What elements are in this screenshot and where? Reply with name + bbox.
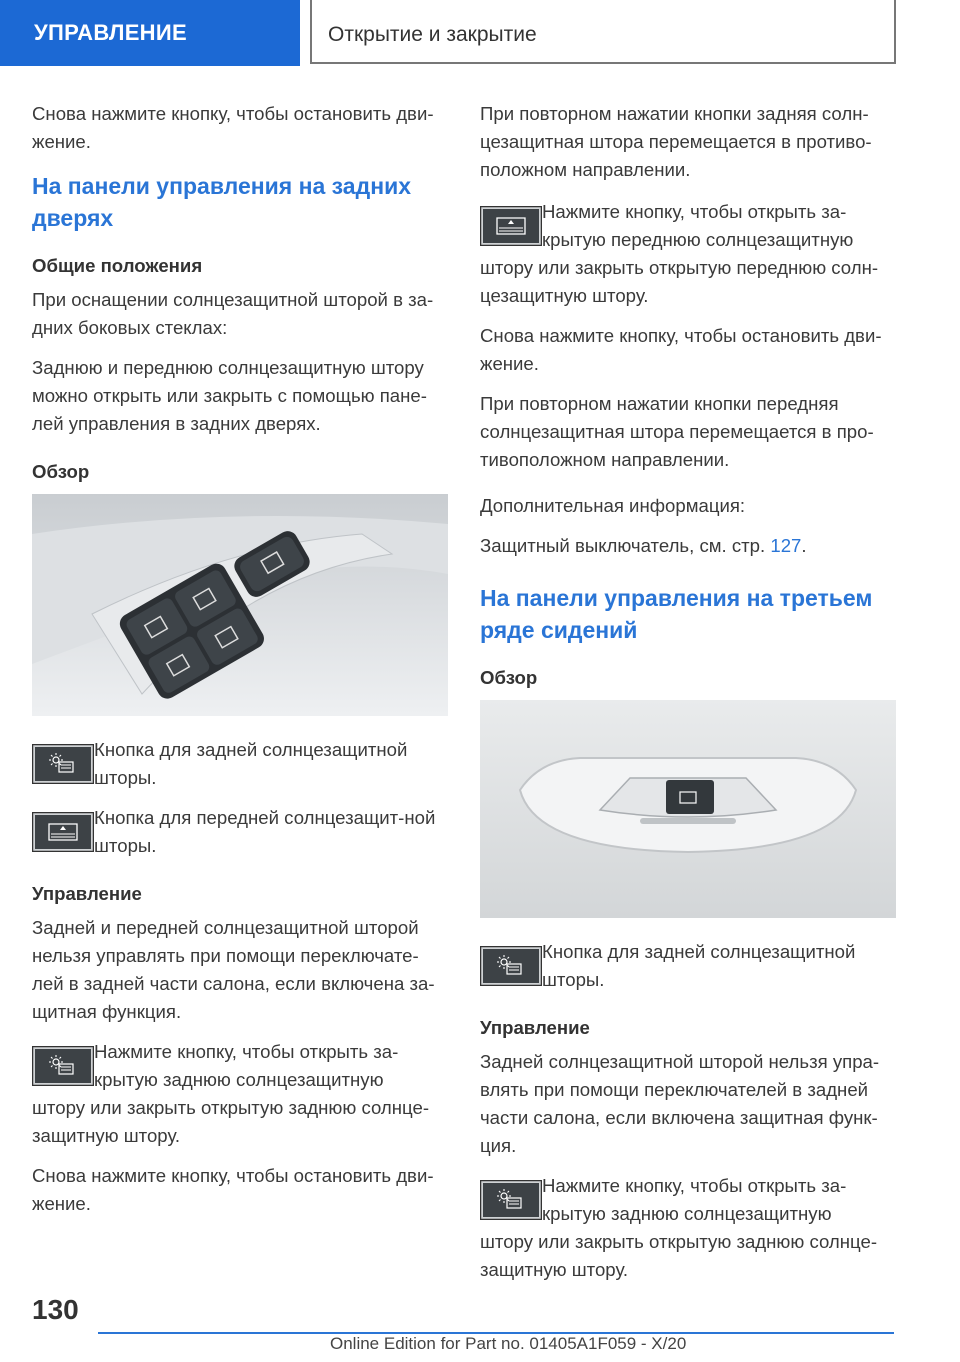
rear-sunblind-button-icon <box>32 1046 94 1086</box>
press-rear-text-continued: штору или закрыть открытую заднюю солнце-защитную штору. <box>32 1097 430 1146</box>
subheading-overview-right: Обзор <box>480 667 538 688</box>
page-header <box>0 0 960 66</box>
subheading-general: Общие положения <box>32 255 203 276</box>
press-front-text-continued: штору или закрыть открытую переднюю солн-цезащитную штору. <box>480 257 879 306</box>
rear-sunblind-button-icon <box>480 1180 542 1220</box>
press-rear-text-continued-right: штору или закрыть открытую заднюю солнце-защитную штору. <box>480 1231 878 1280</box>
press-front-text: Нажмите кнопку, чтобы открыть за-крытую переднюю солнцезащитную <box>542 201 854 250</box>
front-sunblind-button-icon <box>32 812 94 852</box>
press-rear-text-right: Нажмите кнопку, чтобы открыть за-крытую заднюю солнцезащитную <box>542 1175 847 1224</box>
rear-sunblind-button-icon <box>32 744 94 784</box>
section-title: УПРАВЛЕНИЕ <box>0 0 300 66</box>
repeat-rear-paragraph: При повторном нажатии кнопки задняя солн-цезащитная штора перемещается в противо-положном направлении. <box>480 103 872 180</box>
more-info-label: Дополнительная информация: <box>480 495 746 516</box>
rear-sunblind-legend-text-right: Кнопка для задней солнцезащитной шторы. <box>542 941 856 990</box>
page-127-link[interactable]: 127 <box>770 535 802 556</box>
front-sunblind-legend-text: Кнопка для передней солнцезащит-ной шторы. <box>94 807 436 856</box>
general-paragraph-2: Заднюю и переднюю солнцезащитную штору можно открыть или закрыть с помощью пане-лей управления в задних дверях. <box>32 357 427 434</box>
control-paragraph: Задней и передней солнцезащитной шторой нельзя управлять при помощи переключате-лей в задней части салона, если включена за-щитная функция. <box>32 917 435 1022</box>
section-heading-third-row: На панели управления на третьем ряде сидений <box>480 585 873 643</box>
chapter-title: Открытие и закрытие <box>310 0 896 64</box>
right-column <box>480 100 896 1296</box>
edition-note: Online Edition for Part no. 01405A1F059 - X/20 <box>330 1334 687 1353</box>
page-number: 130 <box>32 1294 79 1325</box>
control-paragraph-right: Задней солнцезащитной шторой нельзя упра-влять при помощи переключателей в задней части салона, если включена защитная функ-ция. <box>480 1051 880 1156</box>
intro-paragraph: Снова нажмите кнопку, чтобы остановить дви-жение. <box>32 103 434 152</box>
press-rear-instruction <box>32 1038 448 1094</box>
left-column <box>32 100 448 1230</box>
repeat-front-paragraph: При повторном нажатии кнопки передняя солнцезащитная штора перемещается в про-тивоположном направлении. <box>480 393 874 470</box>
section-heading-rear-doors: На панели управления на задних дверях <box>32 173 412 231</box>
general-paragraph-1: При оснащении солнцезащитной шторой в за-дних боковых стеклах: <box>32 289 434 338</box>
subheading-control: Управление <box>32 883 142 904</box>
third-row-panel-photo <box>480 700 896 918</box>
front-sunblind-legend <box>32 804 448 860</box>
rear-door-panel-photo <box>32 494 448 716</box>
rear-sunblind-legend <box>32 736 448 792</box>
press-front-instruction <box>480 198 896 254</box>
rear-sunblind-legend-text: Кнопка для задней солнцезащитной шторы. <box>94 739 408 788</box>
safety-switch-suffix: . <box>801 535 807 556</box>
stop-paragraph-right: Снова нажмите кнопку, чтобы остановить дви-жение. <box>480 325 882 374</box>
press-rear-text: Нажмите кнопку, чтобы открыть за-крытую заднюю солнцезащитную <box>94 1041 399 1090</box>
safety-switch-reference <box>480 532 896 560</box>
rear-sunblind-legend-right <box>480 938 896 994</box>
front-sunblind-button-icon <box>480 206 542 246</box>
press-rear-instruction-right <box>480 1172 896 1228</box>
rear-sunblind-button-icon <box>480 946 542 986</box>
safety-switch-text: Защитный выключатель, см. стр. <box>480 535 771 556</box>
stop-paragraph: Снова нажмите кнопку, чтобы остановить дви-жение. <box>32 1165 434 1214</box>
subheading-overview: Обзор <box>32 461 90 482</box>
subheading-control-right: Управление <box>480 1017 590 1038</box>
